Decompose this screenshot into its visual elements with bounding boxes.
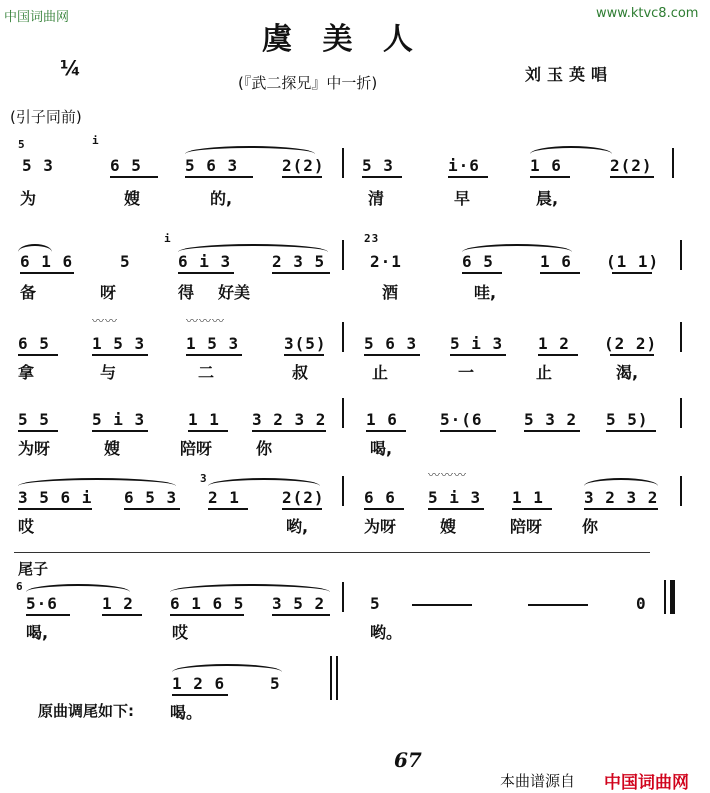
note-group: 6 1 6 bbox=[20, 252, 74, 271]
lyric: 二 bbox=[198, 363, 215, 382]
bar-line bbox=[680, 322, 682, 352]
slur bbox=[172, 664, 282, 672]
note-group: 5 5) bbox=[606, 410, 649, 429]
beam bbox=[252, 430, 326, 432]
bar-line bbox=[672, 148, 674, 178]
section-divider bbox=[14, 552, 650, 553]
note-group: 1 2 bbox=[538, 334, 570, 353]
beam bbox=[185, 176, 253, 178]
lyric: 清 bbox=[368, 189, 385, 208]
beam bbox=[364, 354, 420, 356]
note-group: 5 5 bbox=[18, 410, 50, 429]
beam bbox=[606, 430, 656, 432]
beam bbox=[610, 176, 654, 178]
subtitle: (『武二探兄』中一折) bbox=[238, 74, 378, 92]
beam bbox=[92, 430, 148, 432]
bar-line bbox=[680, 398, 682, 428]
beam bbox=[462, 272, 502, 274]
grace-note: 6 bbox=[16, 580, 24, 593]
page-number: 67 bbox=[394, 748, 422, 772]
note-group: 5 i 3 bbox=[428, 488, 482, 507]
beam bbox=[110, 176, 158, 178]
note-group: 3 2 3 2 bbox=[584, 488, 659, 507]
note-group: 1 6 bbox=[540, 252, 572, 271]
grace-note: 5 bbox=[18, 138, 26, 151]
note-group: 5 bbox=[270, 674, 281, 693]
beam bbox=[364, 508, 404, 510]
beam bbox=[512, 508, 552, 510]
beam bbox=[18, 354, 58, 356]
lyric: 你 bbox=[582, 517, 599, 536]
note-group: 2 1 bbox=[208, 488, 240, 507]
lyric: 为呀 bbox=[364, 517, 397, 536]
slur bbox=[18, 478, 176, 486]
note-group: 2(2) bbox=[282, 488, 325, 507]
lyric: 喝, bbox=[26, 623, 49, 642]
beam bbox=[524, 430, 580, 432]
note-group: 6 5 bbox=[18, 334, 50, 353]
lyric: 备 bbox=[20, 283, 37, 302]
trill-mark: 〰〰〰 bbox=[428, 468, 468, 482]
slur bbox=[26, 584, 130, 592]
slur bbox=[208, 478, 320, 486]
lyric: 止 bbox=[372, 363, 389, 382]
lyric: 晨, bbox=[536, 189, 559, 208]
intro-note: (引子同前) bbox=[10, 108, 82, 126]
note-group: 6 1 6 5 bbox=[170, 594, 245, 613]
note-group: 1 6 bbox=[366, 410, 398, 429]
beam bbox=[530, 176, 570, 178]
beam bbox=[448, 176, 488, 178]
lyric: 叔 bbox=[292, 363, 309, 382]
watermark-right: www.ktvc8.com bbox=[596, 6, 699, 21]
note-group: 3(5) bbox=[284, 334, 327, 353]
note-group: 5 6 3 bbox=[185, 156, 239, 175]
beam bbox=[178, 272, 234, 274]
lyric: 为 bbox=[20, 189, 37, 208]
note-group: 2 3 5 bbox=[272, 252, 326, 271]
note-group: 1 1 bbox=[188, 410, 220, 429]
note-group: 5·6 bbox=[26, 594, 58, 613]
note-group: 2·1 bbox=[370, 252, 402, 271]
trill-mark: 〰〰〰 bbox=[186, 314, 226, 328]
beam bbox=[282, 176, 322, 178]
lyric: 嫂 bbox=[440, 517, 457, 536]
note-group: 1 2 bbox=[102, 594, 134, 613]
beam bbox=[124, 508, 180, 510]
beam bbox=[26, 614, 70, 616]
grace-note: 3 bbox=[200, 472, 208, 485]
lyric: 得 bbox=[178, 283, 195, 302]
note-group: 5·(6 bbox=[440, 410, 483, 429]
bar-line bbox=[680, 476, 682, 506]
beam bbox=[540, 272, 580, 274]
beam bbox=[584, 508, 658, 510]
beam bbox=[272, 272, 330, 274]
beam bbox=[102, 614, 142, 616]
beam bbox=[272, 614, 330, 616]
note-group: 3 2 3 2 bbox=[252, 410, 327, 429]
lyric: 陪呀 bbox=[510, 517, 543, 536]
final-bar-line bbox=[670, 580, 675, 614]
note-group: 3 5 2 bbox=[272, 594, 326, 613]
beam bbox=[18, 508, 92, 510]
slur bbox=[185, 146, 315, 154]
lyric: 呀 bbox=[100, 283, 117, 302]
grace-note: i bbox=[92, 134, 100, 147]
note-group: 2(2) bbox=[282, 156, 325, 175]
beam bbox=[450, 354, 506, 356]
lyric: 渴, bbox=[616, 363, 639, 382]
source-text: 本曲谱源自 bbox=[500, 772, 576, 790]
note-group: 1 5 3 bbox=[186, 334, 240, 353]
beam bbox=[20, 272, 74, 274]
note-group: 1 2 6 bbox=[172, 674, 226, 693]
beam bbox=[18, 430, 58, 432]
bar-line bbox=[342, 582, 344, 612]
watermark-left: 中国词曲网 bbox=[4, 10, 70, 25]
note-group: 6 6 bbox=[364, 488, 396, 507]
beam bbox=[282, 508, 322, 510]
bar-line bbox=[330, 656, 332, 700]
note-group: 6 5 bbox=[462, 252, 494, 271]
lyric: 止 bbox=[536, 363, 553, 382]
note-group: 6 i 3 bbox=[178, 252, 232, 271]
beam bbox=[186, 354, 242, 356]
note-group: (2 2) bbox=[604, 334, 658, 353]
extension-dash bbox=[412, 604, 472, 606]
lyric: 哎 bbox=[18, 517, 35, 536]
lyric: 陪呀 bbox=[180, 439, 213, 458]
trill-mark: 〰〰 bbox=[92, 314, 119, 328]
note-group: 5 3 2 bbox=[524, 410, 578, 429]
note-group: 2(2) bbox=[610, 156, 653, 175]
song-title: 虞 美 人 bbox=[262, 22, 423, 57]
lyric: 嫂 bbox=[124, 189, 141, 208]
grace-note: i bbox=[164, 232, 172, 245]
singer: 刘玉英唱 bbox=[525, 65, 614, 84]
lyric: 早 bbox=[454, 189, 471, 208]
note-group: 5 6 3 bbox=[364, 334, 418, 353]
lyric: 嫂 bbox=[104, 439, 121, 458]
note-group: i·6 bbox=[448, 156, 480, 175]
ending-label: 原曲调尾如下: bbox=[38, 702, 134, 720]
note-group: 6 5 bbox=[110, 156, 142, 175]
bar-line bbox=[342, 322, 344, 352]
source-brand-link[interactable]: 中国词曲网 bbox=[604, 773, 689, 793]
time-signature: ¼ bbox=[60, 56, 81, 80]
beam bbox=[284, 354, 324, 356]
lyric: 的, bbox=[210, 189, 233, 208]
bar-line bbox=[664, 580, 666, 614]
lyric: 与 bbox=[100, 363, 117, 382]
lyric: 酒 bbox=[382, 283, 399, 302]
bar-line bbox=[680, 240, 682, 270]
lyric: 哇, bbox=[474, 283, 497, 302]
note-group: 5 bbox=[370, 594, 381, 613]
coda-label: 尾子 bbox=[18, 560, 49, 578]
lyric: 为呀 bbox=[18, 439, 51, 458]
beam bbox=[366, 430, 406, 432]
beam bbox=[362, 176, 402, 178]
beam bbox=[170, 614, 244, 616]
slur bbox=[530, 146, 612, 154]
lyric: 一 bbox=[458, 363, 475, 382]
note-group: 6 5 3 bbox=[124, 488, 178, 507]
lyric: 哎 bbox=[172, 623, 189, 642]
note-group: 0 bbox=[636, 594, 647, 613]
note-group: 5 i 3 bbox=[450, 334, 504, 353]
note-group: 1 5 3 bbox=[92, 334, 146, 353]
note-group: 1 6 bbox=[530, 156, 562, 175]
extension-dash bbox=[528, 604, 588, 606]
note-group: 5 i 3 bbox=[92, 410, 146, 429]
slur bbox=[170, 584, 330, 592]
beam bbox=[92, 354, 148, 356]
beam bbox=[428, 508, 484, 510]
beam bbox=[172, 694, 228, 696]
beam bbox=[208, 508, 248, 510]
beam bbox=[440, 430, 496, 432]
note-group: 5 3 bbox=[22, 156, 54, 175]
note-group: 5 bbox=[120, 252, 131, 271]
bar-line bbox=[342, 476, 344, 506]
beam bbox=[612, 272, 652, 274]
slur bbox=[18, 244, 52, 252]
slur bbox=[584, 478, 658, 486]
lyric: 喝。 bbox=[170, 703, 203, 722]
bar-line bbox=[342, 240, 344, 270]
bar-line bbox=[342, 398, 344, 428]
lyric: 喝, bbox=[370, 439, 393, 458]
lyric: 哟。 bbox=[370, 623, 403, 642]
grace-note: 23 bbox=[364, 232, 380, 245]
note-group: (1 1) bbox=[606, 252, 660, 271]
note-group: 1 1 bbox=[512, 488, 544, 507]
beam bbox=[188, 430, 228, 432]
beam bbox=[538, 354, 578, 356]
slur bbox=[462, 244, 572, 252]
note-group: 3 5 6 i bbox=[18, 488, 93, 507]
bar-line bbox=[336, 656, 338, 700]
lyric: 好美 bbox=[218, 283, 251, 302]
bar-line bbox=[342, 148, 344, 178]
lyric: 拿 bbox=[18, 363, 35, 382]
note-group: 5 3 bbox=[362, 156, 394, 175]
slur bbox=[178, 244, 328, 252]
beam bbox=[610, 354, 654, 356]
lyric: 你 bbox=[256, 439, 273, 458]
lyric: 哟, bbox=[286, 517, 309, 536]
